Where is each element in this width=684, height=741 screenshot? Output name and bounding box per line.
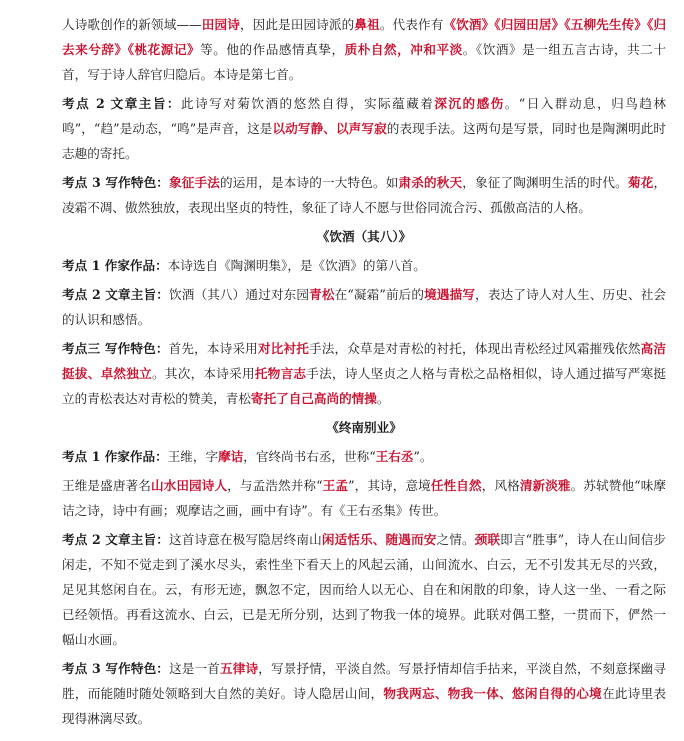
paragraph <box>62 336 666 411</box>
section-title <box>62 224 666 249</box>
body-text: 的表现手法。这两句是写景，同时也是陶渊明此时志趣的寄托。 <box>62 121 667 161</box>
body-text: ”。 <box>413 449 433 464</box>
body-text: ，象征了陶渊明生活的时代。 <box>462 175 628 190</box>
point-label: 考点 2 文章主旨： <box>62 287 169 302</box>
body-text: ，官终尚书右丞，世称“ <box>243 449 376 464</box>
highlighted-text: 任性自然 <box>430 478 482 493</box>
body-text: 此诗写对菊饮酒的悠然自得，实际蕴藏着 <box>181 96 435 111</box>
highlighted-text: 王孟 <box>322 478 349 493</box>
highlighted-text: 深沉的感伤 <box>434 96 505 111</box>
highlighted-text: 寄托了自己高尚的情操 <box>250 391 377 406</box>
point-label: 考点 1 作家作品： <box>62 449 168 464</box>
body-text: ，与孟浩然并称“ <box>227 478 323 493</box>
body-text: 饮酒（其八）通过对东园 <box>168 287 310 302</box>
paragraph <box>62 444 666 469</box>
body-text: 本诗选自《陶渊明集》，是《饮酒》的第八首。 <box>167 258 426 273</box>
point-label: 考点三 写作特色： <box>62 341 169 356</box>
body-text: ，凌霜不凋、傲然独放，表现出坚贞的特性，象征了诗人不愿与世俗同流合污、孤傲高洁的人格。 <box>62 175 667 215</box>
highlighted-text: 青松 <box>309 287 335 302</box>
highlighted-text: 高洁挺拔、卓然独立 <box>62 341 667 381</box>
paragraph <box>62 282 666 332</box>
body-text: 之情。 <box>436 532 475 547</box>
body-text: 首先，本诗采用 <box>168 341 258 356</box>
highlighted-text: 山水田园诗人 <box>150 478 228 493</box>
body-text: 。“日入群动息，归鸟趋林鸣”，“趋”是动态，“鸣”是声音，这是 <box>62 96 666 136</box>
body-text: 王维，字 <box>167 449 219 464</box>
body-text: 这首诗意在极写隐居终南山 <box>168 532 322 547</box>
body-text: 在此诗里表现得淋漓尽致。 <box>62 686 667 726</box>
point-label: 考点 3 写作特色： <box>62 175 170 190</box>
body-text: 即言“胜事”，诗人在山间信步闲走，不知不觉走到了溪水尽头，索性坐下看天上的风起云涌，山间流水、白云，无不引发其无尽的兴致，足见其悠闲自在。云，有形无迹，飘忽不定，因而给人以无心、自在和闲散的印象，诗人这一坐、一看之际已经领悟。再看这流水、白云，已是无所分别，达到了物我一体的境界。此联对偶工整，一贯而下，俨然一幅山水画。 <box>62 532 667 647</box>
point-label: 考点 2 文章主旨： <box>62 96 182 111</box>
highlighted-text: 菊花 <box>627 175 654 190</box>
body-text: 。 <box>376 391 390 406</box>
highlighted-text: 清新淡雅 <box>519 478 571 493</box>
highlighted-text: 质朴自然，冲和平淡 <box>344 42 463 57</box>
body-text: 人诗歌创作的新领域—— <box>62 17 202 32</box>
highlighted-text: 田园诗 <box>201 17 240 32</box>
highlighted-text: 以动写静、以声写寂 <box>272 121 387 136</box>
body-text: ，表达了诗人对人生、历史、社会的认识和感悟。 <box>62 287 667 327</box>
body-text: ，写景抒情，平淡自然。写景抒情却信手拈来，平淡自然，不刻意探幽寻胜，而能随时随处领略到大自然的美好。诗人隐居山间， <box>62 661 667 701</box>
body-text: 手法，诗人坚贞之人格与青松之品格相似，诗人通过描写严寒挺立的青松表达对青松的赞美，青松 <box>62 366 667 406</box>
highlighted-text: 鼻祖 <box>354 17 380 32</box>
point-label: 考点 3 写作特色： <box>62 661 170 676</box>
highlighted-text: 王右丞 <box>375 449 414 464</box>
highlighted-text: 摩诘 <box>218 449 244 464</box>
highlighted-text: 五律诗 <box>220 661 259 676</box>
highlighted-text: 肃杀的秋天 <box>398 175 463 190</box>
body-text: 。苏轼赞他“味摩诘之诗，诗中有画；观摩诘之画，画中有诗”。有《王右丞集》传世。 <box>62 478 667 518</box>
body-text: 《终南别业》 <box>326 420 402 435</box>
paragraph <box>62 473 666 523</box>
paragraph <box>62 91 666 166</box>
body-text: 在“凝霜”前后的 <box>334 287 425 302</box>
paragraph <box>62 656 666 731</box>
point-label: 考点 1 作家作品： <box>62 258 168 273</box>
highlighted-text: 象征手法 <box>169 175 221 190</box>
highlighted-text: 颈联 <box>474 532 501 547</box>
paragraph <box>62 527 666 652</box>
body-text: ，因此是田园诗派的 <box>239 17 355 32</box>
paragraph <box>62 12 666 87</box>
highlighted-text: 《饮酒》《归园田居》《五柳先生传》《归去来兮辞》《桃花源记》 <box>62 17 667 57</box>
body-text: 。《饮酒》是一组五言古诗，共二十首，写于诗人辞官归隐后。本诗是第七首。 <box>62 42 667 82</box>
body-text: 。其次，本诗采用 <box>152 366 255 381</box>
highlighted-text: 物我两忘、物我一体、悠闲自得的心境 <box>383 686 602 701</box>
body-text: 的运用，是本诗的一大特色。如 <box>220 175 399 190</box>
highlighted-text: 对比衬托 <box>257 341 309 356</box>
body-text: 《饮酒（其八）》 <box>316 229 412 244</box>
body-text: 手法，众草是对青松的衬托，体现出青松经过风霜摧残依然 <box>308 341 641 356</box>
body-text: ，风格 <box>481 478 520 493</box>
highlighted-text: 境遇描写 <box>424 287 476 302</box>
body-text: 。代表作有 <box>379 17 444 32</box>
body-text: 等。他的作品感情真挚， <box>200 42 345 57</box>
body-text: 这是一首 <box>169 661 221 676</box>
highlighted-text: 托物言志 <box>254 366 307 381</box>
body-text: ”，其诗，意境 <box>348 478 431 493</box>
highlighted-text: 闲适恬乐、随遇而安 <box>321 532 437 547</box>
section-title <box>62 415 666 440</box>
body-text: 王维是盛唐著名 <box>62 478 151 493</box>
paragraph <box>62 170 666 220</box>
point-label: 考点 2 文章主旨： <box>62 532 169 547</box>
paragraph <box>62 253 666 278</box>
